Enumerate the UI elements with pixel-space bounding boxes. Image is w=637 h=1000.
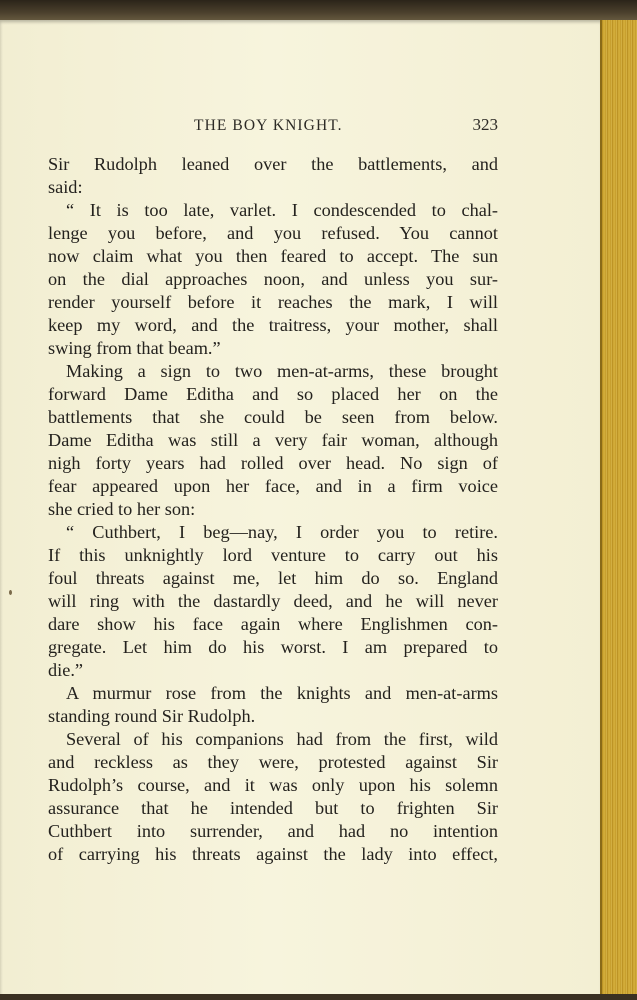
running-header: [48, 115, 498, 139]
text-line: die.”: [48, 660, 84, 680]
text-line: gregate. Let him do his worst. I am prepared to: [48, 637, 498, 657]
text-line: forward Dame Editha and so placed her on the: [48, 384, 498, 404]
text-line: of carrying his threats against the lady into effect,: [48, 844, 498, 864]
body-text: [48, 153, 498, 866]
text-line: Making a sign to two men-at-arms, these brought: [66, 361, 498, 381]
text-line: A murmur rose from the knights and men-at-arms: [66, 683, 498, 703]
text-line: lenge you before, and you refused. You cannot: [48, 223, 498, 243]
text-line: Rudolph’s course, and it was only upon his solemn: [48, 775, 498, 795]
top-page-edge: [0, 0, 637, 22]
text-line: fear appeared upon her face, and in a firm voice: [48, 476, 498, 496]
text-line: Dame Editha was still a very fair woman, although: [48, 430, 498, 450]
text-line: assurance that he intended but to frighten Sir: [48, 798, 498, 818]
text-line: Sir Rudolph leaned over the battlements, and: [48, 154, 498, 174]
text-line: and reckless as they were, protested against Sir: [48, 752, 498, 772]
text-line: dare show his face again where Englishmen con-: [48, 614, 498, 634]
text-line: “ Cuthbert, I beg—nay, I order you to retire.: [66, 522, 498, 542]
text-line: now claim what you then feared to accept. The sun: [48, 246, 498, 266]
text-line: will ring with the dastardly deed, and he will never: [48, 591, 498, 611]
page-number: 323: [472, 115, 498, 134]
text-line: she cried to her son:: [48, 499, 196, 519]
text-line: foul threats against me, let him do so. England: [48, 568, 498, 588]
text-line: “ It is too late, varlet. I condescended to chal-: [66, 200, 498, 220]
text-line: said:: [48, 177, 83, 197]
text-line: standing round Sir Rudolph.: [48, 706, 256, 726]
text-line: Cuthbert into surrender, and had no intention: [48, 821, 498, 841]
text-line: keep my word, and the traitress, your mother, shall: [48, 315, 498, 335]
running-title: THE BOY KNIGHT.: [194, 117, 343, 134]
text-line: render yourself before it reaches the mark, I will: [48, 292, 498, 312]
text-line: swing from that beam.”: [48, 338, 221, 358]
bottom-page-edge: [0, 994, 637, 1000]
paper-speck: [9, 590, 12, 595]
text-line: nigh forty years had rolled over head. No sign of: [48, 453, 498, 473]
text-line: on the dial approaches noon, and unless you sur-: [48, 269, 498, 289]
gilt-page-edges: [600, 20, 637, 998]
text-line: If this unknightly lord venture to carry out his: [48, 545, 498, 565]
text-line: battlements that she could be seen from below.: [48, 407, 498, 427]
text-line: Several of his companions had from the first, wild: [66, 729, 498, 749]
